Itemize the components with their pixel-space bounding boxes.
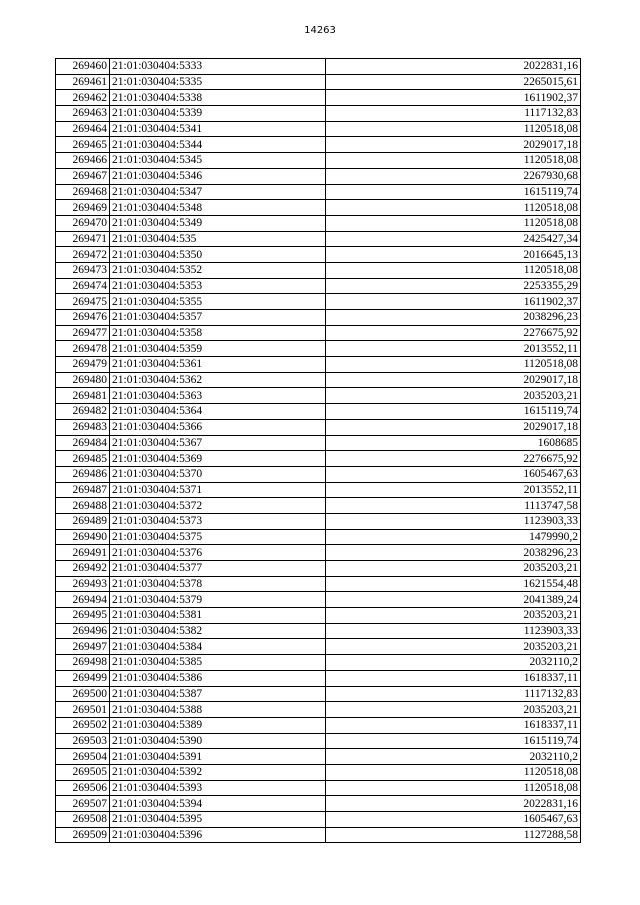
table-row: [56, 231, 581, 247]
cadastral-value-cell: 1120518,08: [326, 780, 581, 796]
row-number-cell: 269499: [56, 670, 110, 686]
row-number-cell: 269480: [56, 372, 110, 388]
table-row: [56, 670, 581, 686]
cadastral-value-cell: 1127288,58: [326, 827, 581, 843]
table-row: [56, 247, 581, 263]
table-row: [56, 341, 581, 357]
cadastral-number-cell: 21:01:030404:5358: [110, 325, 326, 341]
table-row: [56, 278, 581, 294]
cadastral-value-cell: 1615119,74: [326, 733, 581, 749]
cadastral-value-cell: 1618337,11: [326, 717, 581, 733]
row-number-cell: 269489: [56, 513, 110, 529]
table-row: [56, 513, 581, 529]
cadastral-value-cell: 2035203,21: [326, 608, 581, 624]
cadastral-value-cell: 1611902,37: [326, 90, 581, 106]
cadastral-value-cell: 1615119,74: [326, 404, 581, 420]
table-row: [56, 482, 581, 498]
cadastral-value-cell: 2032110,2: [326, 749, 581, 765]
cadastral-value-cell: 2035203,21: [326, 702, 581, 718]
cadastral-number-cell: 21:01:030404:5386: [110, 670, 326, 686]
cadastral-number-cell: 21:01:030404:5371: [110, 482, 326, 498]
cadastral-value-cell: 2029017,18: [326, 372, 581, 388]
cadastral-value-cell: 1120518,08: [326, 215, 581, 231]
row-number-cell: 269465: [56, 137, 110, 153]
cadastral-number-cell: 21:01:030404:5379: [110, 592, 326, 608]
row-number-cell: 269471: [56, 231, 110, 247]
cadastral-value-cell: 1120518,08: [326, 764, 581, 780]
table-row: [56, 827, 581, 843]
table-row: [56, 90, 581, 106]
cadastral-value-cell: 2265015,61: [326, 74, 581, 90]
cadastral-value-cell: 2013552,11: [326, 482, 581, 498]
table-row: [56, 592, 581, 608]
cadastral-value-cell: 1117132,83: [326, 686, 581, 702]
row-number-cell: 269482: [56, 404, 110, 420]
row-number-cell: 269506: [56, 780, 110, 796]
cadastral-number-cell: 21:01:030404:5370: [110, 466, 326, 482]
cadastral-number-cell: 21:01:030404:5389: [110, 717, 326, 733]
cadastral-value-cell: 1608685: [326, 435, 581, 451]
row-number-cell: 269504: [56, 749, 110, 765]
table-row: [56, 106, 581, 122]
table-row: [56, 137, 581, 153]
cadastral-number-cell: 21:01:030404:5378: [110, 576, 326, 592]
cadastral-number-cell: 21:01:030404:5372: [110, 498, 326, 514]
row-number-cell: 269481: [56, 388, 110, 404]
cadastral-number-cell: 21:01:030404:5352: [110, 262, 326, 278]
table-row: [56, 294, 581, 310]
table-row: [56, 576, 581, 592]
row-number-cell: 269509: [56, 827, 110, 843]
table-row: [56, 466, 581, 482]
cadastral-value-cell: 1113747,58: [326, 498, 581, 514]
table-row: [56, 529, 581, 545]
row-number-cell: 269505: [56, 764, 110, 780]
cadastral-number-cell: 21:01:030404:5333: [110, 59, 326, 75]
cadastral-value-cell: 1120518,08: [326, 153, 581, 169]
cadastral-value-cell: 1123903,33: [326, 513, 581, 529]
cadastral-value-cell: 1120518,08: [326, 262, 581, 278]
table-row: [56, 796, 581, 812]
cadastral-value-cell: 2276675,92: [326, 325, 581, 341]
table-body: [56, 59, 581, 843]
row-number-cell: 269494: [56, 592, 110, 608]
cadastral-value-cell: 2038296,23: [326, 310, 581, 326]
table-row: [56, 121, 581, 137]
cadastral-number-cell: 21:01:030404:5364: [110, 404, 326, 420]
cadastral-number-cell: 21:01:030404:5384: [110, 639, 326, 655]
cadastral-value-cell: 1611902,37: [326, 294, 581, 310]
row-number-cell: 269493: [56, 576, 110, 592]
cadastral-number-cell: 21:01:030404:5341: [110, 121, 326, 137]
cadastral-value-cell: 2022831,16: [326, 59, 581, 75]
row-number-cell: 269460: [56, 59, 110, 75]
table-row: [56, 168, 581, 184]
table-row: [56, 310, 581, 326]
cadastral-number-cell: 21:01:030404:5357: [110, 310, 326, 326]
cadastral-number-cell: 21:01:030404:5388: [110, 702, 326, 718]
cadastral-number-cell: 21:01:030404:5390: [110, 733, 326, 749]
row-number-cell: 269486: [56, 466, 110, 482]
cadastral-number-cell: 21:01:030404:535: [110, 231, 326, 247]
cadastral-number-cell: 21:01:030404:5382: [110, 623, 326, 639]
row-number-cell: 269464: [56, 121, 110, 137]
cadastral-number-cell: 21:01:030404:5366: [110, 419, 326, 435]
cadastral-value-cell: 2016645,13: [326, 247, 581, 263]
cadastral-number-cell: 21:01:030404:5346: [110, 168, 326, 184]
cadastral-value-cell: 1120518,08: [326, 200, 581, 216]
cadastral-value-cell: 1479990,2: [326, 529, 581, 545]
cadastral-number-cell: 21:01:030404:5395: [110, 812, 326, 828]
cadastral-value-cell: 2032110,2: [326, 655, 581, 671]
row-number-cell: 269472: [56, 247, 110, 263]
row-number-cell: 269483: [56, 419, 110, 435]
cadastral-number-cell: 21:01:030404:5362: [110, 372, 326, 388]
row-number-cell: 269476: [56, 310, 110, 326]
cadastral-number-cell: 21:01:030404:5363: [110, 388, 326, 404]
cadastral-number-cell: 21:01:030404:5392: [110, 764, 326, 780]
table-row: [56, 357, 581, 373]
cadastral-value-cell: 2013552,11: [326, 341, 581, 357]
cadastral-number-cell: 21:01:030404:5373: [110, 513, 326, 529]
table-row: [56, 404, 581, 420]
row-number-cell: 269507: [56, 796, 110, 812]
row-number-cell: 269485: [56, 451, 110, 467]
cadastral-value-cell: 2035203,21: [326, 561, 581, 577]
cadastral-value-cell: 1117132,83: [326, 106, 581, 122]
cadastral-number-cell: 21:01:030404:5344: [110, 137, 326, 153]
row-number-cell: 269487: [56, 482, 110, 498]
cadastral-value-cell: 1123903,33: [326, 623, 581, 639]
cadastral-value-cell: 2029017,18: [326, 419, 581, 435]
table-row: [56, 74, 581, 90]
table-row: [56, 200, 581, 216]
table-row: [56, 717, 581, 733]
cadastral-number-cell: 21:01:030404:5375: [110, 529, 326, 545]
cadastral-value-cell: 2022831,16: [326, 796, 581, 812]
cadastral-value-cell: 1615119,74: [326, 184, 581, 200]
cadastral-value-cell: 2035203,21: [326, 388, 581, 404]
table-row: [56, 733, 581, 749]
row-number-cell: 269478: [56, 341, 110, 357]
table-row: [56, 498, 581, 514]
cadastral-number-cell: 21:01:030404:5349: [110, 215, 326, 231]
cadastral-number-cell: 21:01:030404:5335: [110, 74, 326, 90]
row-number-cell: 269502: [56, 717, 110, 733]
row-number-cell: 269501: [56, 702, 110, 718]
cadastral-number-cell: 21:01:030404:5359: [110, 341, 326, 357]
cadastral-number-cell: 21:01:030404:5348: [110, 200, 326, 216]
cadastral-number-cell: 21:01:030404:5391: [110, 749, 326, 765]
cadastral-number-cell: 21:01:030404:5339: [110, 106, 326, 122]
cadastral-number-cell: 21:01:030404:5355: [110, 294, 326, 310]
cadastral-number-cell: 21:01:030404:5369: [110, 451, 326, 467]
table-row: [56, 749, 581, 765]
row-number-cell: 269479: [56, 357, 110, 373]
cadastral-number-cell: 21:01:030404:5353: [110, 278, 326, 294]
cadastral-number-cell: 21:01:030404:5396: [110, 827, 326, 843]
table-row: [56, 262, 581, 278]
table-row: [56, 215, 581, 231]
cadastral-number-cell: 21:01:030404:5345: [110, 153, 326, 169]
table-row: [56, 561, 581, 577]
table-row: [56, 325, 581, 341]
cadastral-value-cell: 1618337,11: [326, 670, 581, 686]
table-row: [56, 435, 581, 451]
table-row: [56, 702, 581, 718]
cadastral-value-cell: 1120518,08: [326, 121, 581, 137]
cadastral-number-cell: 21:01:030404:5376: [110, 545, 326, 561]
table-row: [56, 780, 581, 796]
table-row: [56, 372, 581, 388]
table-row: [56, 153, 581, 169]
cadastral-value-cell: 1120518,08: [326, 357, 581, 373]
table-row: [56, 59, 581, 75]
row-number-cell: 269498: [56, 655, 110, 671]
row-number-cell: 269473: [56, 262, 110, 278]
table-row: [56, 388, 581, 404]
row-number-cell: 269508: [56, 812, 110, 828]
cadastral-value-cell: 2041389,24: [326, 592, 581, 608]
row-number-cell: 269492: [56, 561, 110, 577]
cadastral-number-cell: 21:01:030404:5393: [110, 780, 326, 796]
cadastral-number-cell: 21:01:030404:5338: [110, 90, 326, 106]
row-number-cell: 269474: [56, 278, 110, 294]
row-number-cell: 269467: [56, 168, 110, 184]
table-row: [56, 655, 581, 671]
row-number-cell: 269477: [56, 325, 110, 341]
row-number-cell: 269461: [56, 74, 110, 90]
table-row: [56, 608, 581, 624]
row-number-cell: 269468: [56, 184, 110, 200]
table-row: [56, 419, 581, 435]
row-number-cell: 269488: [56, 498, 110, 514]
row-number-cell: 269470: [56, 215, 110, 231]
cadastral-number-cell: 21:01:030404:5347: [110, 184, 326, 200]
cadastral-value-cell: 2425427,34: [326, 231, 581, 247]
cadastral-value-cell: 2267930,68: [326, 168, 581, 184]
cadastral-value-table: [55, 58, 581, 843]
table-row: [56, 184, 581, 200]
table-row: [56, 545, 581, 561]
cadastral-number-cell: 21:01:030404:5377: [110, 561, 326, 577]
cadastral-value-cell: 1605467,63: [326, 812, 581, 828]
row-number-cell: 269462: [56, 90, 110, 106]
row-number-cell: 269503: [56, 733, 110, 749]
row-number-cell: 269496: [56, 623, 110, 639]
cadastral-value-cell: 2253355,29: [326, 278, 581, 294]
table-row: [56, 451, 581, 467]
cadastral-value-cell: 2276675,92: [326, 451, 581, 467]
table-row: [56, 639, 581, 655]
cadastral-value-cell: 1605467,63: [326, 466, 581, 482]
cadastral-number-cell: 21:01:030404:5381: [110, 608, 326, 624]
table-row: [56, 686, 581, 702]
page-number: 14263: [304, 25, 336, 36]
row-number-cell: 269466: [56, 153, 110, 169]
cadastral-number-cell: 21:01:030404:5367: [110, 435, 326, 451]
cadastral-number-cell: 21:01:030404:5387: [110, 686, 326, 702]
cadastral-number-cell: 21:01:030404:5361: [110, 357, 326, 373]
cadastral-number-cell: 21:01:030404:5394: [110, 796, 326, 812]
cadastral-value-cell: 2035203,21: [326, 639, 581, 655]
row-number-cell: 269491: [56, 545, 110, 561]
cadastral-value-cell: 2029017,18: [326, 137, 581, 153]
table-row: [56, 623, 581, 639]
cadastral-number-cell: 21:01:030404:5350: [110, 247, 326, 263]
cadastral-number-cell: 21:01:030404:5385: [110, 655, 326, 671]
row-number-cell: 269475: [56, 294, 110, 310]
row-number-cell: 269490: [56, 529, 110, 545]
row-number-cell: 269484: [56, 435, 110, 451]
row-number-cell: 269469: [56, 200, 110, 216]
row-number-cell: 269500: [56, 686, 110, 702]
row-number-cell: 269495: [56, 608, 110, 624]
table-row: [56, 812, 581, 828]
cadastral-value-cell: 1621554,48: [326, 576, 581, 592]
row-number-cell: 269497: [56, 639, 110, 655]
row-number-cell: 269463: [56, 106, 110, 122]
cadastral-value-cell: 2038296,23: [326, 545, 581, 561]
table-row: [56, 764, 581, 780]
